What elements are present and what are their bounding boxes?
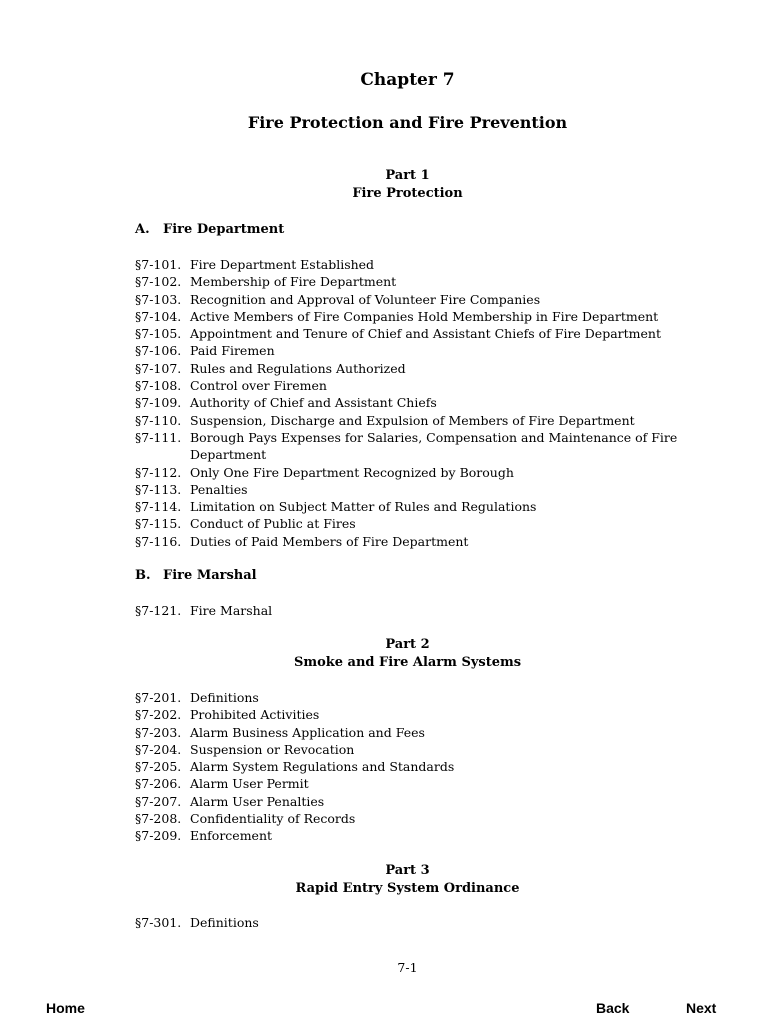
toc-number: §7-113. bbox=[135, 481, 182, 497]
toc-number: §7-116. bbox=[135, 533, 182, 549]
toc-item[interactable] bbox=[135, 273, 695, 290]
toc-title: Authority of Chief and Assistant Chiefs bbox=[190, 395, 437, 411]
toc-title: Fire Department Established bbox=[190, 257, 375, 272]
page-number: 7-1 bbox=[397, 960, 418, 975]
toc-number: §7-111. bbox=[135, 429, 182, 445]
section-title: Fire Marshal bbox=[163, 568, 257, 583]
toc-title: Recognition and Approval of Volunteer Fire Companies bbox=[190, 291, 541, 307]
section-letter: B. bbox=[135, 568, 151, 583]
toc-title: Alarm User Permit bbox=[190, 776, 309, 792]
toc-item[interactable] bbox=[135, 481, 695, 498]
toc-item[interactable] bbox=[135, 464, 695, 481]
toc-title: Suspension, Discharge and Expulsion of Members of Fire Department bbox=[190, 412, 635, 428]
toc-item[interactable] bbox=[135, 308, 695, 325]
toc-number: §7-102. bbox=[135, 274, 182, 290]
toc-item[interactable] bbox=[135, 498, 695, 515]
toc-number: §7-106. bbox=[135, 343, 182, 359]
part-2-toc bbox=[135, 689, 695, 845]
toc-item[interactable] bbox=[135, 412, 695, 429]
toc-number: §7-108. bbox=[135, 378, 182, 394]
part-title: Smoke and Fire Alarm Systems bbox=[293, 655, 522, 670]
part-label: Part 1 bbox=[385, 168, 430, 183]
toc-title: Paid Firemen bbox=[190, 343, 275, 359]
toc-title: Membership of Fire Department bbox=[190, 274, 397, 290]
section-title: Fire Department bbox=[163, 222, 285, 237]
toc-item[interactable] bbox=[135, 291, 695, 308]
home-link[interactable]: Home bbox=[46, 1000, 85, 1016]
toc-number: §7-109. bbox=[135, 395, 182, 411]
toc-item[interactable] bbox=[135, 706, 695, 723]
toc-title: Borough Pays Expenses for Salaries, Compensation and Maintenance of Fire Department bbox=[190, 429, 678, 463]
back-link[interactable]: Back bbox=[596, 1000, 630, 1016]
toc-title: Fire Marshal bbox=[190, 603, 273, 618]
toc-title: Suspension or Revocation bbox=[190, 741, 355, 757]
part-title: Rapid Entry System Ordinance bbox=[295, 881, 520, 896]
toc-item[interactable] bbox=[135, 533, 695, 550]
toc-item[interactable] bbox=[135, 775, 695, 792]
toc-number: §7-121. bbox=[135, 603, 182, 618]
toc-item[interactable] bbox=[135, 724, 695, 741]
toc-title: Prohibited Activities bbox=[190, 707, 320, 723]
part-1-heading bbox=[0, 167, 770, 203]
toc-item[interactable] bbox=[135, 689, 695, 706]
toc-item[interactable] bbox=[135, 515, 695, 532]
toc-title: Confidentiality of Records bbox=[190, 811, 356, 827]
toc-number: §7-114. bbox=[135, 499, 182, 515]
toc-number: §7-208. bbox=[135, 811, 182, 827]
part-3-toc bbox=[135, 914, 695, 931]
chapter-title: Chapter 7 bbox=[360, 70, 455, 90]
toc-item[interactable] bbox=[135, 256, 695, 273]
toc-item[interactable] bbox=[135, 741, 695, 758]
toc-title: Definitions bbox=[190, 690, 259, 705]
next-link[interactable]: Next bbox=[686, 1000, 717, 1016]
toc-title: Limitation on Subject Matter of Rules and Regulations bbox=[190, 499, 537, 515]
toc-number: §7-209. bbox=[135, 828, 182, 844]
toc-number: §7-201. bbox=[135, 690, 182, 705]
toc-item[interactable] bbox=[135, 325, 695, 342]
toc-number: §7-107. bbox=[135, 360, 182, 376]
toc-item[interactable] bbox=[135, 914, 695, 931]
toc-number: §7-206. bbox=[135, 776, 182, 792]
section-b-toc bbox=[135, 602, 695, 619]
toc-number: §7-202. bbox=[135, 707, 182, 723]
toc-item[interactable] bbox=[135, 793, 695, 810]
part-label: Part 3 bbox=[385, 863, 430, 878]
toc-title: Definitions bbox=[190, 915, 259, 930]
toc-item[interactable] bbox=[135, 360, 695, 377]
toc-number: §7-105. bbox=[135, 326, 182, 342]
part-3-heading bbox=[0, 862, 770, 898]
toc-title: Duties of Paid Members of Fire Department bbox=[190, 533, 469, 549]
toc-number: §7-203. bbox=[135, 724, 182, 740]
toc-number: §7-207. bbox=[135, 793, 182, 809]
section-a-toc bbox=[135, 256, 695, 550]
part-title: Fire Protection bbox=[352, 186, 463, 201]
toc-number: §7-301. bbox=[135, 915, 182, 930]
toc-number: §7-104. bbox=[135, 308, 182, 324]
section-letter: A. bbox=[135, 222, 150, 237]
part-2-heading bbox=[0, 636, 770, 672]
toc-title: Alarm User Penalties bbox=[190, 793, 325, 809]
toc-item[interactable] bbox=[135, 602, 695, 619]
toc-title: Rules and Regulations Authorized bbox=[190, 360, 406, 376]
toc-number: §7-103. bbox=[135, 291, 182, 307]
toc-title: Penalties bbox=[190, 481, 248, 497]
toc-title: Only One Fire Department Recognized by Borough bbox=[190, 464, 514, 480]
toc-title: Control over Firemen bbox=[190, 378, 327, 394]
toc-item[interactable] bbox=[135, 429, 695, 464]
toc-item[interactable] bbox=[135, 342, 695, 359]
toc-title: Alarm Business Application and Fees bbox=[190, 724, 425, 740]
toc-title: Active Members of Fire Companies Hold Membership in Fire Department bbox=[190, 308, 659, 324]
toc-item[interactable] bbox=[135, 758, 695, 775]
chapter-subtitle: Fire Protection and Fire Prevention bbox=[247, 113, 568, 132]
toc-number: §7-204. bbox=[135, 741, 182, 757]
toc-number: §7-110. bbox=[135, 412, 182, 428]
toc-number: §7-112. bbox=[135, 464, 182, 480]
toc-number: §7-115. bbox=[135, 516, 182, 532]
toc-title: Enforcement bbox=[190, 828, 273, 844]
toc-title: Appointment and Tenure of Chief and Assistant Chiefs of Fire Department bbox=[190, 326, 661, 342]
toc-item[interactable] bbox=[135, 394, 695, 411]
part-label: Part 2 bbox=[385, 637, 430, 652]
toc-item[interactable] bbox=[135, 377, 695, 394]
toc-number: §7-205. bbox=[135, 759, 182, 775]
toc-number: §7-101. bbox=[135, 257, 182, 272]
section-b-heading bbox=[135, 567, 257, 584]
toc-item[interactable] bbox=[135, 810, 695, 827]
section-a-heading bbox=[135, 221, 284, 238]
toc-title: Conduct of Public at Fires bbox=[190, 516, 356, 532]
toc-title: Alarm System Regulations and Standards bbox=[190, 759, 455, 775]
toc-item[interactable] bbox=[135, 827, 695, 844]
